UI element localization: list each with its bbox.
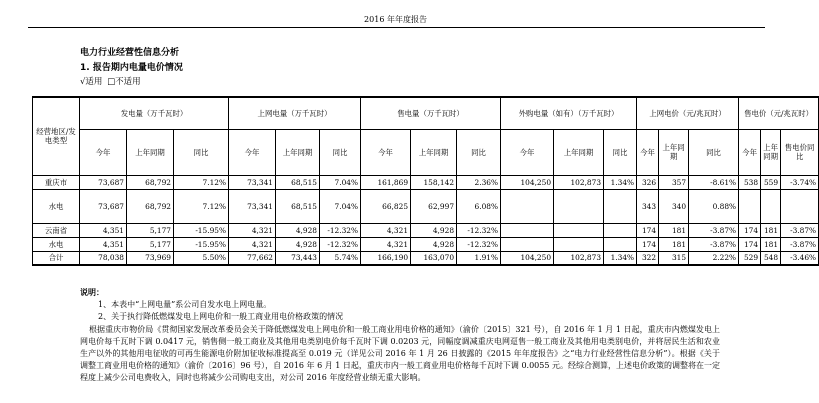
cell: 174: [637, 223, 659, 237]
cell: [554, 223, 604, 237]
cell: 4,321: [229, 223, 276, 237]
sub-this-year: 今年: [229, 129, 276, 175]
table-row-total: [33, 251, 819, 265]
cell: 102,873: [554, 251, 604, 265]
cell: 104,250: [501, 175, 554, 189]
cell: 66,825: [361, 189, 411, 223]
sub-yoy-price: 售电价同比: [781, 129, 819, 175]
row-region: 云南省: [33, 223, 80, 237]
cell: 5,177: [127, 223, 174, 237]
cell: 2.36%: [457, 175, 501, 189]
cell: 4,321: [229, 237, 276, 251]
sub-this-year: 今年: [361, 129, 411, 175]
cell: 4,928: [411, 223, 457, 237]
table-row: [33, 175, 819, 189]
cell: 181: [659, 223, 689, 237]
header-grid: 上网电量（万千瓦时）: [229, 97, 361, 129]
cell: 7.04%: [320, 189, 361, 223]
cell: -12.32%: [457, 237, 501, 251]
cell: 163,070: [411, 251, 457, 265]
cell: [781, 189, 819, 223]
sub-yoy: 同比: [174, 129, 229, 175]
cell: 68,515: [276, 175, 320, 189]
sub-this-year: 今年: [80, 129, 127, 175]
applies-unchecked: □不适用: [107, 77, 141, 87]
table-header-row-1: [33, 97, 819, 129]
cell: -8.61%: [689, 175, 739, 189]
cell: 68,792: [127, 175, 174, 189]
cell: 181: [761, 223, 781, 237]
cell: 104,250: [501, 251, 554, 265]
sub-last-year: 上年同期: [659, 129, 689, 175]
cell: 1.34%: [604, 175, 637, 189]
cell: 322: [637, 251, 659, 265]
cell: 340: [659, 189, 689, 223]
header-sales: 售电量（万千瓦时）: [361, 97, 501, 129]
cell: 181: [761, 237, 781, 251]
cell: 181: [659, 237, 689, 251]
sub-last-year: 上年同期: [276, 129, 320, 175]
sub-this-year: 今年: [501, 129, 554, 175]
cell: [554, 237, 604, 251]
electricity-table: [32, 96, 819, 266]
cell: 4,351: [80, 223, 127, 237]
cell: -12.32%: [457, 223, 501, 237]
sub-last-year: 上年同期: [761, 129, 781, 175]
row-region: 合计: [33, 251, 80, 265]
header-sale-price: 售电价（元/兆瓦时）: [739, 97, 819, 129]
cell: 102,873: [554, 175, 604, 189]
table-header-row-2: [33, 129, 819, 175]
header-grid-price: 上网电价（元/兆瓦时）: [637, 97, 739, 129]
cell: 548: [761, 251, 781, 265]
row-region: 水电: [33, 189, 80, 223]
cell: [501, 223, 554, 237]
cell: -3.87%: [689, 223, 739, 237]
note-item-1: 1、本表中“上网电量”系公司自发水电上网电量。: [98, 300, 272, 310]
cell: 166,190: [361, 251, 411, 265]
cell: [501, 237, 554, 251]
cell: -12.32%: [320, 223, 361, 237]
section-subheading: 1. 报告期内电量电价情况: [80, 63, 183, 73]
header-rule: [28, 27, 765, 28]
cell: 68,515: [276, 189, 320, 223]
cell: 4,928: [411, 237, 457, 251]
row-region: 重庆市: [33, 175, 80, 189]
cell: 1.91%: [457, 251, 501, 265]
sub-last-year: 上年同期: [127, 129, 174, 175]
sub-this-year: 今年: [739, 129, 761, 175]
cell: 559: [761, 175, 781, 189]
cell: 78,038: [80, 251, 127, 265]
sub-last-year: 上年同期: [411, 129, 457, 175]
cell: 73,443: [276, 251, 320, 265]
cell: [739, 189, 761, 223]
table-row: [33, 189, 819, 223]
cell: 62,997: [411, 189, 457, 223]
table-row: [33, 223, 819, 237]
cell: 73,969: [127, 251, 174, 265]
cell: 4,321: [361, 237, 411, 251]
cell: [761, 189, 781, 223]
cell: 158,142: [411, 175, 457, 189]
sub-yoy: 同比: [457, 129, 501, 175]
cell: 73,687: [80, 175, 127, 189]
cell: 6.08%: [457, 189, 501, 223]
sub-last-year: 上年同期: [554, 129, 604, 175]
page-header-title: 2016 年年度报告: [364, 15, 427, 24]
cell: 7.04%: [320, 175, 361, 189]
cell: [604, 237, 637, 251]
note-paragraph: 根据重庆市物价局《贯彻国家发展改革委员会关于降低燃煤发电上网电价和一般工商业用电价格的通知》（渝价〔2015〕321 号），自 2016 年 1 月 1 日起，重庆市内燃煤发电上网电价每千瓦时下调 0.0417 元，销售侧一般工商业及其他用电类别电价每千瓦时下调 0.0203 元，同幅度调减重庆电网趸售一般工商业及其他用电类别电价，并将居民生活和农业生产以外的其他用电征收的可再生能源电价附加征收标准提高至 0.019 元（详见公司 2016 年 1 月 26 日披露的《2015 年年度报告》之“电力行业经营性信息分析”）。根据《关于调整工商业用电价格的通知》（渝价〔2016〕96 号），自 2016 年 6 月 1 日起，重庆市内一般工商业用电价格每千瓦时下调 0.0055 元。经综合测算，上述电价政策的调整将在一定程度上减少公司电费收入，同时也将减少公司购电支出，对公司 2016 年度经营业绩无重大影响。: [80, 324, 720, 383]
cell: 343: [637, 189, 659, 223]
cell: 0.88%: [689, 189, 739, 223]
cell: -3.87%: [781, 223, 819, 237]
cell: [554, 189, 604, 223]
cell: -3.74%: [781, 175, 819, 189]
cell: 174: [739, 223, 761, 237]
cell: 174: [739, 237, 761, 251]
cell: 68,792: [127, 189, 174, 223]
cell: 73,341: [229, 175, 276, 189]
cell: -15.95%: [174, 223, 229, 237]
cell: 73,687: [80, 189, 127, 223]
section-heading: 电力行业经营性信息分析: [80, 48, 180, 58]
cell: -3.46%: [781, 251, 819, 265]
cell: 161,869: [361, 175, 411, 189]
cell: 538: [739, 175, 761, 189]
applicability: [80, 75, 143, 87]
table-row: [33, 237, 819, 251]
sub-yoy: 同比: [689, 129, 739, 175]
cell: 7.12%: [174, 175, 229, 189]
note-item-2: 2、关于执行降低燃煤发电上网电价和一般工商业用电价格政策的情况: [98, 312, 344, 322]
header-generation: 发电量（万千瓦时）: [80, 97, 229, 129]
row-region: 水电: [33, 237, 80, 251]
cell: 5.74%: [320, 251, 361, 265]
cell: 315: [659, 251, 689, 265]
cell: 4,351: [80, 237, 127, 251]
sub-this-year: 今年: [637, 129, 659, 175]
cell: 77,662: [229, 251, 276, 265]
cell: 7.12%: [174, 189, 229, 223]
cell: [604, 223, 637, 237]
cell: 4,321: [361, 223, 411, 237]
cell: 73,341: [229, 189, 276, 223]
notes-section: [80, 287, 720, 385]
cell: 4,928: [276, 237, 320, 251]
cell: -15.95%: [174, 237, 229, 251]
cell: -3.87%: [781, 237, 819, 251]
cell: 5.50%: [174, 251, 229, 265]
header-region: 经营地区/发电类型: [33, 97, 80, 175]
cell: 1.34%: [604, 251, 637, 265]
notes-title: 说明：: [80, 288, 104, 297]
cell: -3.87%: [689, 237, 739, 251]
cell: 326: [637, 175, 659, 189]
cell: 357: [659, 175, 689, 189]
cell: 2.22%: [689, 251, 739, 265]
sub-yoy: 同比: [604, 129, 637, 175]
sub-yoy: 同比: [320, 129, 361, 175]
header-purchased: 外购电量（如有）（万千瓦时）: [501, 97, 637, 129]
cell: 4,928: [276, 223, 320, 237]
applies-checked: √适用: [80, 77, 103, 87]
cell: 174: [637, 237, 659, 251]
cell: [604, 189, 637, 223]
cell: 5,177: [127, 237, 174, 251]
cell: -12.32%: [320, 237, 361, 251]
cell: [501, 189, 554, 223]
cell: 529: [739, 251, 761, 265]
